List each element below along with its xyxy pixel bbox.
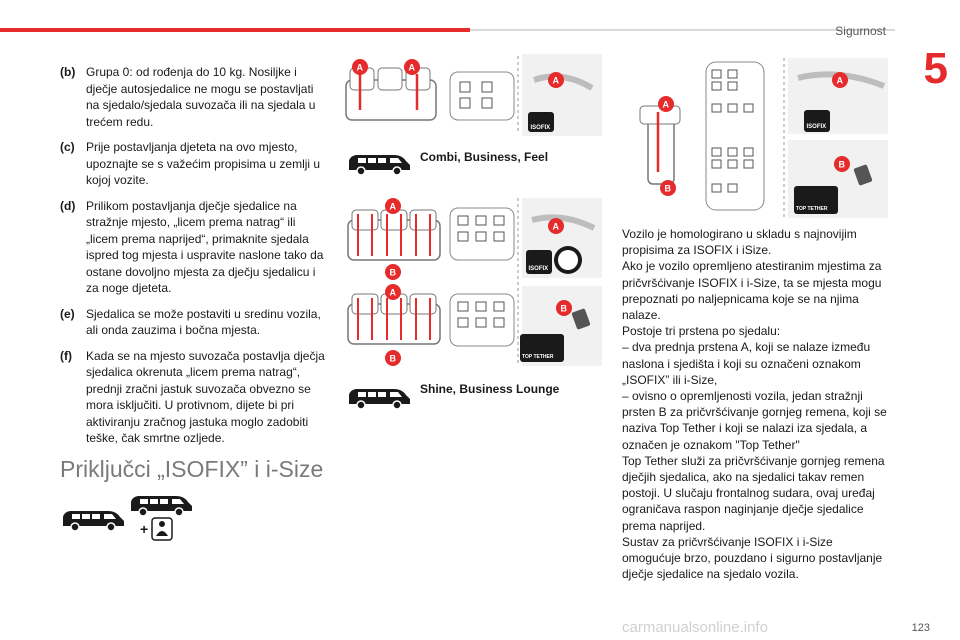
isofix-heading: Priključci „ISOFIX” i i-Size <box>60 456 324 482</box>
footnote-text: Prije postavljanja djeteta na ovo mjesto, upoznajte se s važećim propisima u zemlji u kojoj vozite. <box>86 140 321 187</box>
paragraph: Top Tether služi za pričvršćivanje gornjeg remena dječjih sjedalica, ako na sjedalici takav remen postoji. U slučaju frontalnog sudara, ovaj uređaj ograničava raspon naginjanje dječje sjedalice prema naprijed. <box>622 453 885 533</box>
van-icon <box>60 508 126 532</box>
anchor-label-b: B <box>664 183 671 194</box>
isofix-badge: ISOFIX <box>806 124 827 130</box>
footnote-label: (b) <box>60 65 76 79</box>
anchor-label-b: B <box>560 303 567 314</box>
isofix-diagram-combi <box>342 50 602 145</box>
footnote-label: (f) <box>60 348 72 363</box>
paragraph: – ovisno o opremljenosti vozila, jedan stražnji prsten B za pričvršćivanje gornjeg remena, koji se naziva Top Tether i koji se nalazi iza sjedala, a označen je oznakom "Top Tether" <box>622 389 887 452</box>
paragraph: Vozilo je homologirano u skladu s najnovijim propisima za ISOFIX i iSize. <box>622 227 857 258</box>
paragraph: Ako je vozilo opremljeno atestiranim mjestima za pričvršćivanje ISOFIX i i-Size, ta se mjesta mogu prepoznati po naljepnicama koje se na njima nalaze. <box>622 259 882 323</box>
header-red-bar <box>0 28 470 32</box>
footnote-item <box>60 64 330 130</box>
anchor-label-b: B <box>389 353 396 364</box>
footnote-label: (e) <box>60 306 75 321</box>
anchor-label-a: A <box>662 99 669 110</box>
paragraph: Postoje tri prstena po sjedalu: <box>622 324 781 339</box>
child-seat-icon <box>140 516 174 542</box>
footnote-item <box>60 306 330 339</box>
anchor-label-a: A <box>552 221 559 232</box>
top-tether-badge: TOP TETHER <box>522 354 554 360</box>
footnote-text: Kada se na mjesto suvozača postavlja dječja sjedalica okrenuta „licem prema natrag“, prednji zračni jastuk suvozača obvezno se mora isključiti. U protivnom, dijete bi pri aktiviranju zračnog jastuka moglo zadobiti teške, čak smrtne ozljede. <box>86 348 325 445</box>
footnote-label: (d) <box>60 198 76 213</box>
page-number: 123 <box>911 622 930 634</box>
caption-combi-text: Combi, Business, Feel <box>420 150 549 164</box>
isofix-diagram-side <box>628 56 894 225</box>
section-title: Sigurnost <box>835 24 886 38</box>
footnote-item <box>60 139 330 189</box>
anchor-label-a: A <box>836 75 843 86</box>
footnote-text: Grupa 0: od rođenja do 10 kg. Nosiljke i dječje autosjedalice ne mogu se postavljati na sjedalo/sjedala suvozača ili na sjedala u trećem redu. <box>86 65 316 129</box>
chapter-number: 5 <box>923 44 948 93</box>
footnote-list <box>60 64 330 456</box>
anchor-label-a: A <box>389 287 396 298</box>
van-icon <box>346 152 412 176</box>
anchor-label-b: B <box>838 159 845 170</box>
footnote-item <box>60 348 330 447</box>
anchor-label-a: A <box>356 62 363 73</box>
isofix-badge: ISOFIX <box>528 266 549 272</box>
header-gray-line <box>470 29 895 31</box>
anchor-label-a: A <box>389 201 396 212</box>
paragraph: Sustav za pričvršćivanje ISOFIX i i-Size omogućuje brzo, pouzdano i sigurno postavljanje dječje sjedalice na sjedalo vozila. <box>622 534 883 582</box>
footnote-label: (c) <box>60 140 75 154</box>
van-icon <box>128 493 194 517</box>
caption-shine-text: Shine, Business Lounge <box>420 382 560 396</box>
anchor-label-a: A <box>552 75 559 86</box>
isofix-badge: ISOFIX <box>530 125 551 131</box>
paragraph: – dva prednja prstena A, koji se nalaze između naslona i sjedišta i koji su označeni oznakom „ISOFIX” ili i-Size, <box>622 340 871 387</box>
van-icon <box>346 386 412 410</box>
anchor-label-a: A <box>408 62 415 73</box>
footnote-text: Sjedalica se može postaviti u sredinu vozila, ali onda zauzima i bočna mjesta. <box>86 306 321 337</box>
footnote-text: Prilikom postavljanja dječje sjedalice na stražnje mjesto, „licem prema natrag“ ili „licem prema naprijed“, primaknite sjedala ispred tog mjesta i uspravite naslone tako da ostane dovoljno mjesta za dječju sjedalicu i za noge djeteta. <box>86 198 324 295</box>
watermark: carmanualsonline.info <box>622 619 768 636</box>
top-tether-badge: TOP TETHER <box>796 206 828 212</box>
anchor-label-b: B <box>389 267 396 278</box>
isofix-diagram-shine <box>342 194 602 375</box>
caption-shine <box>420 382 559 396</box>
plus-sign: + <box>140 521 149 537</box>
caption-combi <box>420 150 548 164</box>
footnote-item <box>60 198 330 297</box>
isofix-description <box>622 226 892 582</box>
